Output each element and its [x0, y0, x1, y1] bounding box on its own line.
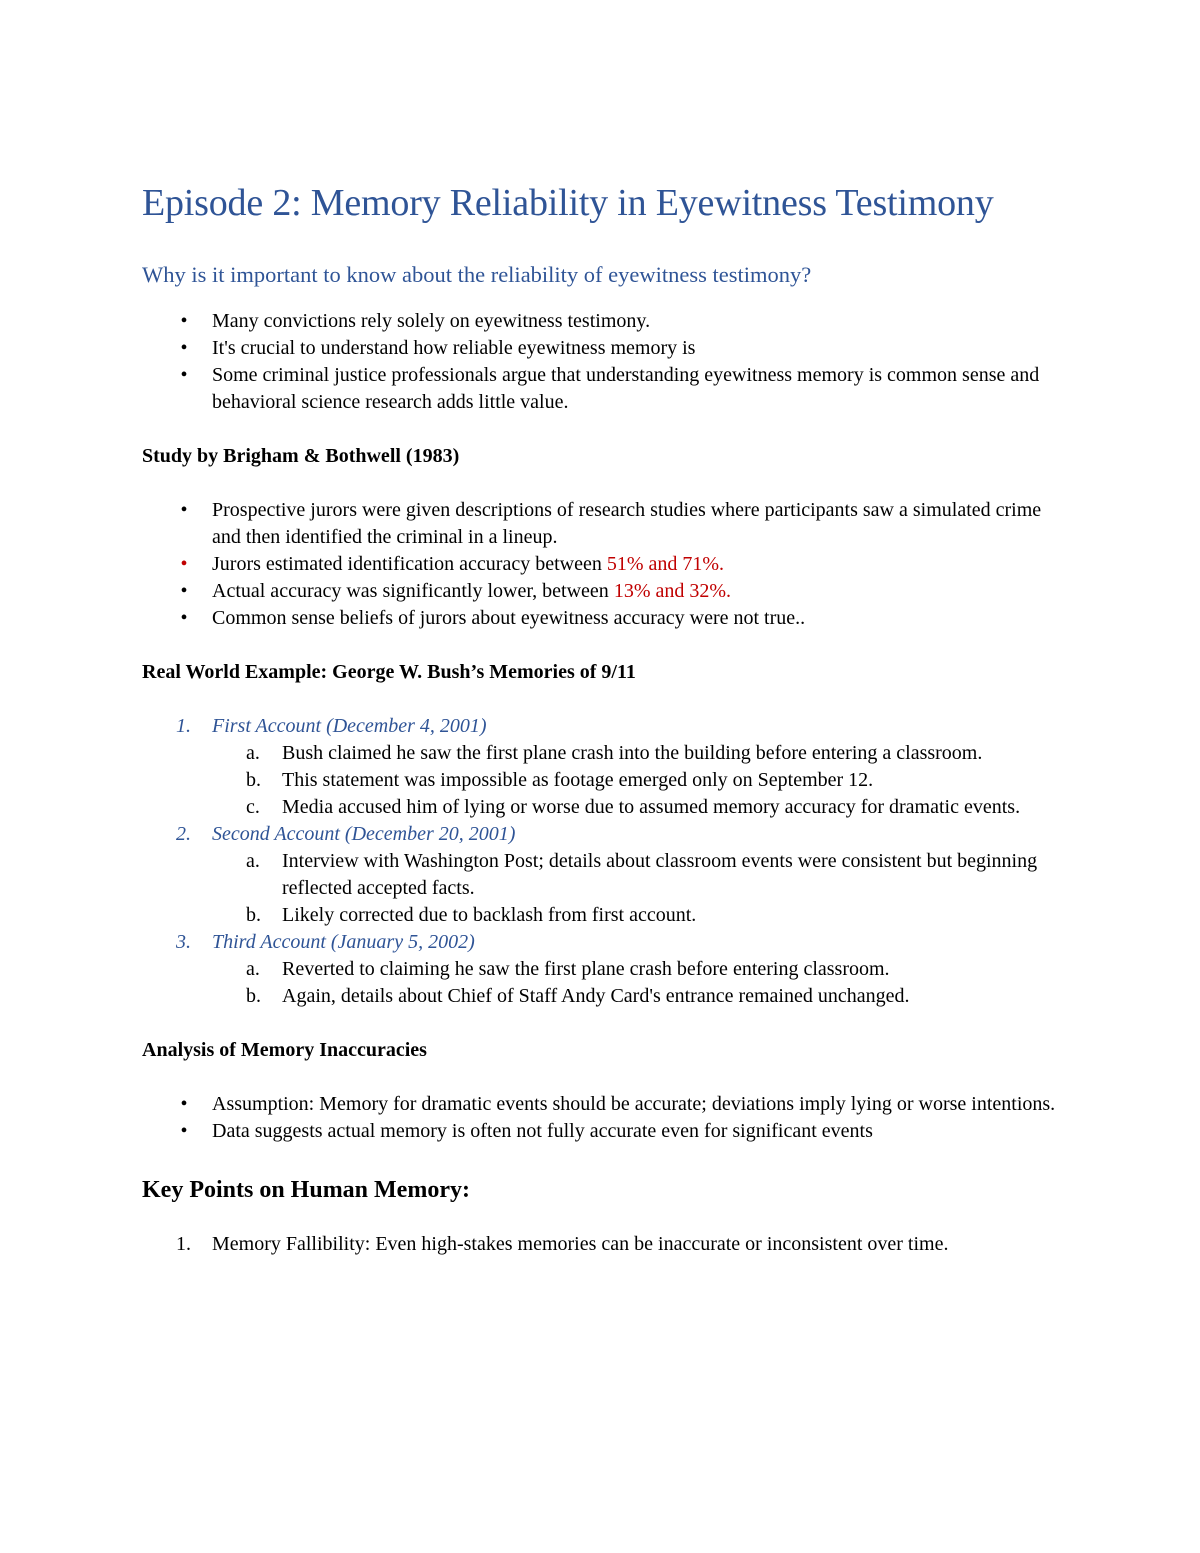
bullet-icon: • — [180, 553, 188, 575]
account-item — [142, 929, 1062, 1010]
account-details — [212, 740, 1062, 821]
accounts-list — [142, 713, 1062, 1010]
list-item: • Prospective jurors were given descriptions of research studies where participants saw a simulated crime and then identified the criminal in a lineup. — [142, 497, 1062, 551]
list-item: b. Again, details about Chief of Staff Andy Card's entrance remained unchanged. — [246, 985, 910, 1007]
account-title: Third Account (January 5, 2002) — [212, 931, 475, 953]
account-item — [142, 713, 1062, 821]
study-list — [142, 497, 1062, 632]
bullet-icon: • — [180, 499, 188, 521]
list-item: • Actual accuracy was significantly lower, between 13% and 32%. — [142, 578, 1062, 605]
page-title: Episode 2: Memory Reliability in Eyewitness Testimony — [142, 182, 994, 224]
list-item: • It's crucial to understand how reliable eyewitness memory is — [142, 335, 1062, 362]
account-details — [212, 956, 1062, 1010]
list-item: b. Likely corrected due to backlash from first account. — [246, 904, 697, 926]
bullet-icon: • — [180, 607, 188, 629]
list-item: • Data suggests actual memory is often not fully accurate even for significant events — [142, 1118, 1062, 1145]
list-item: • Assumption: Memory for dramatic events should be accurate; deviations imply lying or worse intentions. — [142, 1091, 1062, 1118]
account-details — [212, 848, 1062, 929]
importance-list — [142, 308, 1062, 416]
list-item: • Some criminal justice professionals argue that understanding eyewitness memory is common sense and behavioral science research adds little value. — [142, 362, 1062, 416]
list-item: a. Bush claimed he saw the first plane crash into the building before entering a classroom. — [246, 742, 983, 764]
section-heading-key-points: Key Points on Human Memory: — [142, 1177, 470, 1203]
highlighted-range: 51% and 71%. — [606, 553, 725, 575]
list-item: b. This statement was impossible as footage emerged only on September 12. — [246, 769, 874, 791]
bullet-icon: • — [180, 1120, 188, 1142]
highlighted-range: 13% and 32%. — [613, 580, 732, 602]
list-item: 1. Memory Fallibility: Even high-stakes memories can be inaccurate or inconsistent over time. — [142, 1231, 1062, 1258]
bullet-icon: • — [180, 1093, 188, 1115]
analysis-list — [142, 1091, 1062, 1145]
bullet-icon: • — [180, 337, 188, 359]
list-item: • Many convictions rely solely on eyewitness testimony. — [142, 308, 1062, 335]
account-title: First Account (December 4, 2001) — [212, 715, 487, 737]
section-heading-analysis: Analysis of Memory Inaccuracies — [142, 1039, 427, 1061]
document-page — [142, 180, 1062, 1258]
account-item — [142, 821, 1062, 929]
list-item: • Common sense beliefs of jurors about eyewitness accuracy were not true.. — [142, 605, 1062, 632]
list-item: a. Interview with Washington Post; details about classroom events were consistent but beginning reflected accepted facts. — [246, 850, 1038, 899]
section-heading-real-world: Real World Example: George W. Bush’s Memories of 9/11 — [142, 661, 636, 683]
section-heading-importance: Why is it important to know about the reliability of eyewitness testimony? — [142, 262, 812, 287]
account-title: Second Account (December 20, 2001) — [212, 823, 516, 845]
list-item: a. Reverted to claiming he saw the first plane crash before entering classroom. — [246, 958, 890, 980]
account-number: 3. — [176, 931, 191, 953]
bullet-icon: • — [180, 310, 188, 332]
key-points-list — [142, 1231, 1062, 1258]
section-heading-study: Study by Brigham & Bothwell (1983) — [142, 445, 460, 467]
list-item: c. Media accused him of lying or worse due to assumed memory accuracy for dramatic events. — [246, 796, 1021, 818]
account-number: 2. — [176, 823, 191, 845]
item-number: 1. — [176, 1233, 191, 1255]
bullet-icon: • — [180, 580, 188, 602]
list-item: • Jurors estimated identification accuracy between 51% and 71%. — [142, 551, 1062, 578]
account-number: 1. — [176, 715, 191, 737]
bullet-icon: • — [180, 364, 188, 386]
